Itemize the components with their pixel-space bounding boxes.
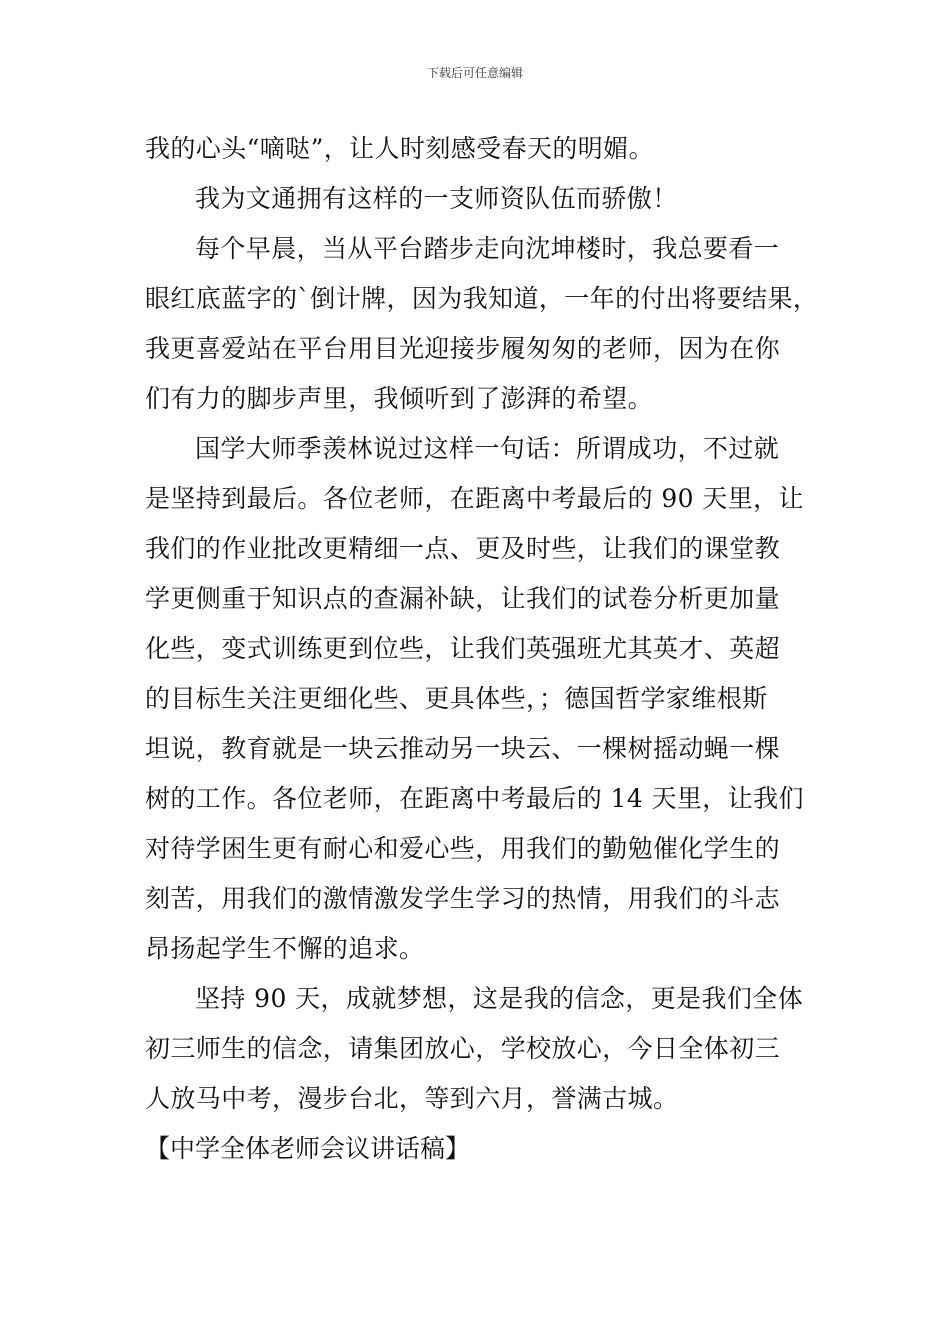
text-line: 是坚持到最后。各位老师，在距离中考最后的 90 天里，让 [145,484,804,513]
text-line: 初三师生的信念，请集团放心，学校放心，今日全体初三 [145,1034,781,1063]
paragraph-start: 坚持 90 天，成就梦想，这是我的信念，更是我们全体 [195,984,804,1013]
text-line: 我更喜爱站在平台用目光迎接步履匆匆的老师，因为在你 [145,334,781,363]
text-line: 刻苦，用我们的激情激发学生学习的热情，用我们的斗志 [145,884,781,913]
text-line: 们有力的脚步声里，我倾听到了澎湃的希望。 [145,384,654,413]
paragraph-start: 每个早晨，当从平台踏步走向沈坤楼时，我总要看一 [195,234,780,263]
text-line: 我们的作业批改更精细一点、更及时些，让我们的课堂教 [145,534,781,563]
document-title: 【中学全体老师会议讲话稿】 [145,1134,471,1163]
text-line: 的目标生关注更细化些、更具体些，；德国哲学家维根斯 [145,684,768,713]
text-line: 我的心头“嘀哒”，让人时刻感受春天的明媚。 [145,134,654,163]
text-line: 化些，变式训练更到位些，让我们英强班尤其英才、英超 [145,634,781,663]
page-header: 下载后可任意编辑 [426,66,523,80]
text-line: 坦说，教育就是一块云推动另一块云、一棵树摇动蝇一棵 [145,734,781,763]
text-line: 树的工作。各位老师，在距离中考最后的 14 天里，让我们 [145,784,804,813]
text-line: 昂扬起学生不懈的追求。 [145,934,425,963]
text-line: 对待学困生更有耐心和爱心些，用我们的勤勉催化学生的 [145,834,781,863]
text-line: 人放马中考，漫步台北，等到六月，誉满古城。 [145,1084,679,1113]
document-body [145,124,835,1174]
text-line: 眼红底蓝字的`倒计牌，因为我知道，一年的付出将要结果， [145,284,819,313]
paragraph-start: 国学大师季羡林说过这样一句话：所谓成功，不过就 [195,434,780,463]
paragraph-start: 我为文通拥有这样的一支师资队伍而骄傲！ [195,184,678,213]
text-line: 学更侧重于知识点的查漏补缺，让我们的试卷分析更加量 [145,584,781,613]
